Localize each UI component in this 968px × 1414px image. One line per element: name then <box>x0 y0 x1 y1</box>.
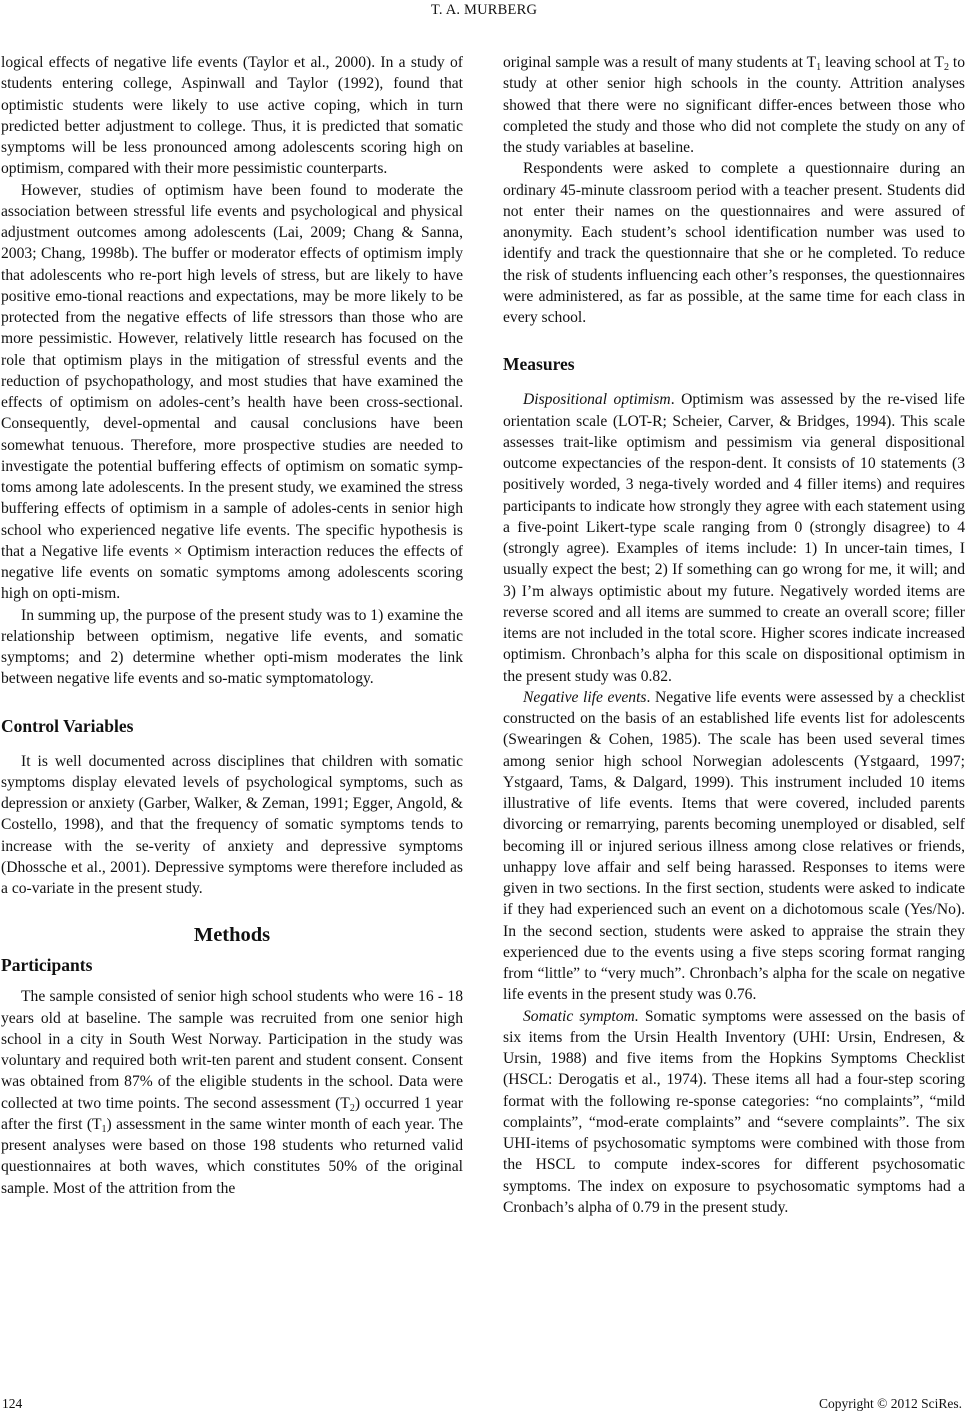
paragraph <box>503 687 965 1006</box>
inline-label: Dispositional optimism <box>523 391 671 409</box>
subscript: 2 <box>943 62 949 73</box>
text: leaving school at T <box>821 54 944 71</box>
copyright-notice: Copyright © 2012 SciRes. <box>818 1396 962 1411</box>
inline-label: Negative life events <box>523 688 647 706</box>
paragraph: In summing up, the purpose of the present study was to 1) examine the relationship between optimism, negative life events, and somatic symptoms; and 2) determine whether opti-mism moderates the link between negative life events and so-matic symptomatology. <box>1 606 463 688</box>
text: ) occurred 1 year after the first (T <box>1 1094 464 1133</box>
text: original sample was a result of many students at T <box>503 54 817 71</box>
section-heading-participants: Participants <box>1 955 93 976</box>
text: . Negative life events were assessed by a checklist constructed on the basis of an established life events list for adolescents (Swearingen & Cohen, 1985). The scale has been used several times among senior high school Norwegian adolescents (Ystgaard, 1997; Ystgaard, Tams, & Dalgard, 1999). This instrument included 10 items illustrative of life events. Items that were covered, included parents divorcing or remarrying, parents becoming unemployed or disabled, self becoming ill or injured serious illness among close relatives or friends, unhappy love affair and self being harassed. Responses to items were given in two sections. In the first section, students were asked to indicate if they had experienced such an event on a dichotomous scale (Yes/No). In the second section, students were asked to appraise the strain they experienced due to the events using a five steps scoring format ranging from “little” to “very much”. Chronbach’s alpha for the scale on negative life events in the present study was 0.76. <box>503 688 965 1004</box>
subscript: 1 <box>101 1123 107 1135</box>
paragraph <box>503 389 965 687</box>
right-column <box>503 52 965 1218</box>
text: ) assessment in the same winter month of each year. The present analyses were based on those 198 students who returned valid questionnaires at both waves, which constitutes 50% of the original sample. Most of the attrition from the <box>1 1115 463 1197</box>
text: . Optimism was assessed by the re-vised life orientation scale (LOT-R; Scheier, Carver, & Bridges, 1994). This scale assesses trait-like optimism and pessimism via general dispositional outcome expectancies of the respon-dent. It consists of 10 statements (3 positively worded, 3 nega-tively worded and 4 filler items) and requires participants to indicate how strongly they agree with each statement using a five-point Likert-type scale ranging from 0 (strongly disagree) to 4 (strongly agree). Examples of items include: 1) In uncer-tain times, I usually expect the best; 2) If something can go wrong for me, it will; and 3) I’m always optimistic about my future. Negatively worded items are reverse scored and all items are summed to create an overall score; filler items are not included in the total score. Higher scores indicate increased optimism. Chronbach’s alpha for this scale on dispositional optimism in the present study was 0.82. <box>503 391 965 685</box>
section-heading-control-variables: Control Variables <box>1 715 134 736</box>
paragraph: However, studies of optimism have been found to moderate the association between stressful life events and psychological and physical adjustment outcomes among adolescents (Lai, 2009; Chang & Sanna, 2003; Chang, 1998b). The buffer or moderator effects of optimism imply that adolescents who re-port high levels of stress, but are likely to have positive emo-tional reactions and expectations, may be more likely to be protected from the negative effects of life stressors than those who are more pessimistic. However, relatively little research has focused on the role that optimism plays in the mitigation of stressful events and the reduction of psychopathology, and most studies that have examined the effects of optimism on adoles-cent’s health have been cross-sectional. Consequently, devel-opmental and causal conclusions have been somewhat tenuous. Therefore, more prospective studies are needed to investigate the potential buffering effects of optimism on somatic symp-toms among late adolescents. In the present study, we examined the stress buffering effects of optimism in a sample of adoles-cents in senior high school who experienced negative life events. The specific hypothesis is that a Negative life events × Optimism interaction reduces the effects of negative life events on somatic symptoms among adolescents scoring high on opti-mism. <box>1 181 463 603</box>
paragraph: logical effects of negative life events (Taylor et al., 2000). In a study of students entering college, Aspinwall and Taylor (1992), found that optimistic students were likely to use active coping, which in turn predicted better adjustment to college. Thus, it is predicted that somatic symptoms will be less pronounced among adolescents scoring high on optimism, compared with their more pessimistic counterparts. <box>1 54 463 178</box>
paragraph: Respondents were asked to complete a questionnaire during an ordinary 45-minute classroom period with a teacher present. Students did not enter their names on the questionnaires and were assured of anonymity. Each student’s school identification number was used to identify and track the questionnaire that she or he completed. To reduce the risk of students influencing each other’s responses, the questionnaires were administered, as far as possible, at the same time for each class in every school. <box>503 160 965 326</box>
left-column <box>1 52 463 1199</box>
paragraph: It is well documented across disciplines that children with somatic symptoms display elevated levels of psychological symptoms, such as depression or anxiety (Garber, Walker, & Zeman, 1991; Egger, Angold, & Costello, 1998), and that the frequency of somatic symptoms tends to increase with the se-verity of anxiety and depressive symptoms (Dhossche et al., 2001). Depressive symptoms were therefore included as a co-variate in the present study. <box>1 752 463 897</box>
text: Somatic symptoms were assessed on the basis of six items from the Ursin Health Inventory (UHI: Ursin, Endresen, & Ursin, 1988) and five items from the Hopkins Symptoms Checklist (HSCL: Derogatis et al., 1974). These items all had a four-step scoring format with the following re-sponse categories: “no complaints”, “mild complaints”, “mod-erate complaints” and “severe complaints”. The six UHI-items of psychosomatic symptoms were combined with those from the HSCL to compute index-scores for different psychosomatic symptoms. The index on exposure to psychosomatic symptoms had a Cronbach’s alpha of 0.79 in the present study. <box>503 1007 965 1216</box>
page-number: 124 <box>2 1396 23 1411</box>
inline-label: Somatic symptom. <box>523 1007 639 1025</box>
paragraph <box>1 986 463 1199</box>
text: The sample consisted of senior high school students who were 16 - 18 years old at baseline. The sample was recruited from one senior high school in a city in South West Norway. Participation in the study was voluntary and required both writ-ten parent and student consent. Consent was obtained from 87% of the eligible students in the school. Data were collected at two time points. The second assessment (T <box>1 988 463 1112</box>
paragraph <box>503 1006 965 1219</box>
subscript: 2 <box>349 1102 355 1114</box>
text: to study at other senior high schools in the county. Attrition analyses showed that there were no significant differ-ences between those who completed the study and those who did not complete the study on any of the study variables at baseline. <box>503 54 965 156</box>
running-head: T. A. MURBERG <box>430 2 538 18</box>
section-heading-measures: Measures <box>503 354 575 375</box>
section-heading-methods: Methods <box>193 924 271 947</box>
subscript: 1 <box>816 62 822 73</box>
paragraph <box>503 52 965 158</box>
